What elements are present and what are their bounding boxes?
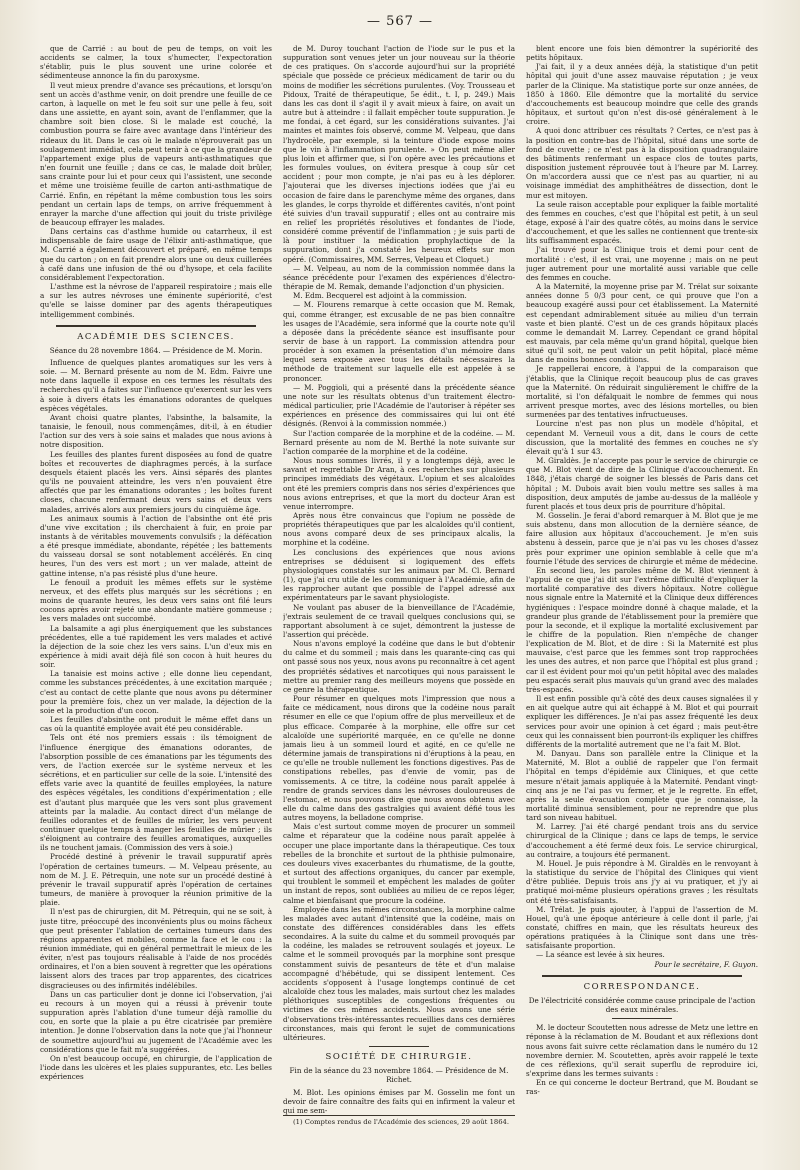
paragraph: Les animaux soumis à l'action de l'absinthe ont été pris d'une vive excitation ; ils cherchaient à fuir, en proie par instants à de véritables mouvements convulsifs ; la défécation a été presque immédiate, abondante, répétée ; les battements du vaisseau dorsal se sont notablement accélérés. En cinq heures, l'un des vers est mort ; un ver malade, atteint de gattine intense, n'a pas résisté plus d'une heure. xyxy=(40,513,272,578)
paragraph: — La séance est levée à six heures. xyxy=(536,950,665,960)
section-heading-chirurgie: SOCIÉTÉ DE CHIRURGIE. xyxy=(325,1052,473,1063)
paragraph: M. Houel. Je puis répondre à M. Giraldès en le renvoyant à la statistique du service de l'hôpital des Cliniques qui vient d'être publiée. Depuis trois ans j'y ai vu pratiquer, et j'y ai pratiqué moi-même plusieurs opérations graves ; les résultats ont été très-satisfaisants. xyxy=(526,858,758,905)
paragraph: L'asthme est la névrose de l'appareil respiratoire ; mais elle a sur les autres névroses une éminente supériorité, c'est qu'elle se laisse dominer par des agents thérapeutiques intelligemment combinés. xyxy=(40,282,272,319)
paragraph: blent encore une fois bien démontrer la supériorité des petits hôpitaux. xyxy=(526,44,758,63)
page-number: — 567 — xyxy=(366,14,434,29)
paragraph: M. Trélat. Je puis ajouter, à l'appui de l'assertion de M. Houel, qu'à une époque antérieure à celle dont il parle, j'ai constaté, chiffres en main, que les résultats heureux des opérations pratiquées à la Clinique sont dans une très-satisfaisante proportion. xyxy=(526,904,758,951)
paragraph: que de Carrié : au bout de peu de temps, on voit les accidents se calmer, la toux s'humecter, l'expectoration s'établir, puis le plus souvent une urine colorée et sédimenteuse annonce la fin du paroxysme. xyxy=(40,44,272,81)
paragraph: Il est enfin possible qu'à côté des deux causes signalées il y en ait quelque autre qui ait échappé à M. Blot et qui pourrait expliquer les différences. Je n'ai pas assez fréquenté les deux services pour avoir une opinion à cet égard ; mais peut-être ceux qui les connaissent bien pourront-ils expliquer les chiffres différents de la mortalité autrement que ne l'a fait M. Blot. xyxy=(526,694,758,749)
session-line: Séance du 28 novembre 1864. — Présidence de M. Morin. xyxy=(49,345,263,355)
paragraph: Nous n'avons employé la codéine que dans le but d'obtenir du calme et du sommeil ; mais dans les quarante-cinq cas qui ont passé sous nos yeux, nous avons pu reconnaître à cet agent des propriétés sédatives et narcotiques qui nous paraissent le mettre au premier rang des meilleurs moyens que possède en ce genre la thérapeutique. xyxy=(283,639,515,694)
paragraph: A la Maternité, la moyenne prise par M. Trélat sur soixante années donne 5 0/3 pour cent, ce qui prouve que l'on a beaucoup exagéré aussi pour cet établissement. La Maternité est cependant admirablement située au milieu d'un terrain vaste et bien planté. C'est un de ces grands hôpitaux placés comme le demandait M. Larrey. Cependant ce grand hôpital est mauvais, par cela même qu'un grand hôpital, quelque bien situé qu'il soit, ne peut valoir un petit hôpital, placé même dans de moins bonnes conditions. xyxy=(526,282,758,365)
paragraph: M. Danyau. Dans son parallèle entre la Clinique et la Maternité, M. Blot a oublié de rappeler que l'on fermait l'hôpital en temps d'épidémie aux Cliniques, et que cette mesure n'était jamais appliquée à la Maternité. Pendant vingt-cinq ans je ne l'ai pas vu fermer, et je le regrette. En effet, après la seule évacuation complète que je connaisse, la mortalité diminua sensiblement, pour ne reprendre que plus tard son niveau habituel. xyxy=(526,749,758,823)
section-divider xyxy=(56,325,256,327)
paragraph: Procédé destiné à prévenir le travail suppuratif après l'opération de certaines tumeurs. — M. Velpeau présente, au nom de M. J. E. Pétrequin, une note sur un procédé destiné à prévenir le travail suppuratif après l'opération de certaines tumeurs, de manière à provoquer la réunion primitive de la plaie. xyxy=(40,852,272,908)
paragraph: J'ai trouvé pour la Clinique trois et demi pour cent de mortalité : c'est, il est vrai, une moyenne ; mais on ne peut juger autrement pour une mortalité aussi variable que celle des femmes en couche. xyxy=(526,245,758,282)
paragraph: Le fenouil a produit les mêmes effets sur le système nerveux, et des effets plus marqués sur les sécrétions ; en moins de quarante heures, les deux vers sains ont filé leurs cocons après avoir rejeté une abondante matière gommeuse ; les vers malades ont succombé. xyxy=(40,577,272,624)
paragraph: On n'est beaucoup occupé, en chirurgie, de l'application de l'iode dans les ulcères et les plaies suppurantes, etc. Les belles expériences xyxy=(40,1053,272,1082)
paragraph: Sur l'action comparée de la morphine et de la codéine. — M. Bernard présente au nom de M. Berthé la note suivante sur l'action comparée de la morphine et de la codéine. xyxy=(283,428,515,456)
paragraph: Nous nous sommes livrés, il y a longtemps déjà, avec le savant et regrettable Dr Aran, à ces recherches sur plusieurs principes immédiats des végétaux. L'opium et ses alcaloïdes ont été les premiers compris dans nos séries d'expériences que nous avions entreprises, et que la mort du docteur Aran est venue interrompre. xyxy=(283,456,515,511)
section-subtitle: De l'électricité considérée comme cause principale de l'action des eaux minérales. xyxy=(528,995,756,1015)
footnote: (1) Comptes rendus de l'Académie des sciences, 29 août 1864. xyxy=(283,1115,515,1127)
paragraph: Les feuilles d'absinthe ont produit le même effet dans un cas où la quantité employée avait été peu considérable. xyxy=(40,715,272,734)
paragraph: Mais c'est surtout comme moyen de procurer un sommeil calme et réparateur que la codéine nous paraît appelée à occuper une place importante dans la thérapeutique. Ces toux rebelles de la bronchite et surtout de la phthisie pulmonaire, ces douleurs vives exacerbantes du rhumatisme, de la goutte, et surtout des affections organiques, du cancer par exemple, qui troublent le sommeil et empêchent les malades de goûter un instant de repos, sont oubliées au milieu de ce repos léger, calme et bienfaisant que procure la codéine. xyxy=(283,822,515,905)
section-divider xyxy=(369,1046,429,1047)
paragraph: M. Giraldès. Je n'accepte pas pour le service de chirurgie ce que M. Blot vient de dire de la Clinique d'accouchement. En 1848, j'étais chargé de soigner les blessés de Paris dans cet hôpital ; M. Dubois avait bien voulu mettre ses salles à ma disposition, deux amputés de jambe au-dessus de la malléole y furent placés et tous deux pris de pourriture d'hôpital. xyxy=(526,456,758,511)
paragraph: J'ai fait, il y a deux années déjà, la statistique d'un petit hôpital qui jouit d'une assez mauvaise réputation ; je veux parler de la Clinique. Ma statistique porte sur onze années, de 1850 à 1860. Elle démontre que la mortalité du service d'accouchements est beaucoup moindre que celle des grands hôpitaux, et surtout qu'on n'est dis-osé généralement à le croire. xyxy=(526,62,758,127)
section-heading-correspondance: CORRESPONDANCE. xyxy=(583,981,701,992)
paragraph: En second lieu, les paroles même de M. Blot viennent à l'appui de ce que j'ai dit sur l'extrême difficulté d'expliquer la mortalité comparative des divers hôpitaux. Notre collègue nous signale entre la Maternité et la Clinique deux différences hygiéniques : l'espace moindre donné à chaque malade, et la grandeur plus grande de l'établissement pour la première que pour la seconde, et il explique la mortalité exclusivement par le chiffre de la population. Rien n'empêche de changer l'explication de M. Blot, et de dire : Si la Maternité est plus mauvaise, c'est parce que les femmes sont trop rapprochées les unes des autres, et non parce que l'hôpital est plus grand ; car il est évident pour moi qu'un petit hôpital avec des malades peu espacés serait plus mauvais qu'un grand avec des malades très-espacés. xyxy=(526,565,758,694)
paragraph: Les conclusions des expériences que nous avions entreprises se déduisent si logiquement des effets physiologiques constatés sur les animaux par M. Cl. Bernard (1), que j'ai cru utile de les communiquer à l'Académie, afin de les rapprocher autant que possible de l'appel adressé aux expérimentateurs par le savant physiologiste. xyxy=(283,547,515,603)
section-divider xyxy=(612,1018,672,1019)
paragraph: de M. Duroy touchant l'action de l'iode sur le pus et la suppuration sont venues jeter un jour nouveau sur la théorie de ces pratiques. On s'accorde aujourd'hui sur la propriété spéciale que possède ce précieux médicament de tarir ou du moins de modifier les sécrétions purulentes. (Voy. Trousseau et Pidoux, Traité de thérapeutique, 5e édit., t. I, p. 249.) Mais dans les cas dont il s'agit il y avait mieux à faire, on avait un autre but à atteindre : il fallait empêcher toute suppuration. Je me fondai, à cet égard, sur les considérations suivantes. J'ai maintes et maintes fois observé, comme M. Velpeau, que dans l'hydrocèle, par exemple, si la teinture d'iode expose moins que le vin à l'inflammation purulente. » On peut même aller plus loin et affirmer que, si l'on opère avec les précautions et les formules voulues, on évitera presque à coup sûr cet accident ; pour mon compte, je n'ai pas eu à les déplorer. J'ajouterai que les diverses injections iodées que j'ai eu occasion de faire dans le parenchyme même des organes, dans les glandes, le corps thyroïde et différentes cavités, n'ont point été suivies d'un travail suppuratif ; elles ont au contraire mis en relief les propriétés résolutives et fondantes de l'iode, considéré comme préventif de l'inflammation ; je suis parti de là pour instituer la médication prophylactique de la suppuration, dont j'a constaté les heureux effets sur mon opéré. (Commissaires, MM. Serres, Velpeau et Cloquet.) xyxy=(283,44,515,264)
column-3 xyxy=(526,44,758,1154)
paragraph: M. le docteur Scoutetten nous adresse de Metz une lettre en réponse à la réclamation de M. Boudant et aux réflexions dont nous avons fait suivre cette réclamation dans le numéro du 12 novembre dernier. M. Scoutetten, après avoir rappelé le texte de ces réflexions, qu'il serait superflu de reproduire ici, s'exprime dans les termes suivants : xyxy=(526,1023,758,1079)
paragraph: Avant choisi quatre plantes, l'absinthe, la balsamite, la tanaisie, le fenouil, nous commençâmes, dit-il, à en étudier l'action sur des vers à soie sains et malades que nous avions à notre disposition. xyxy=(40,412,272,450)
paragraph: La tanaisie est moins active ; elle donne lieu cependant, comme les substances précédentes, à une excitation marquée ; c'est au contact de cette plante que nous avons pu déterminer pour la première fois, chez un ver malade, la déjection de la soie et la production d'un cocon. xyxy=(40,669,272,715)
paragraph: Lourcine n'est pas non plus un modèle d'hôpital, et cependant M. Verneuil vous a dit, dans le cours de cette discussion, que la mortalité des femmes en couches ne s'y élevait qu'à 1 sur 43. xyxy=(526,419,758,456)
paragraph: Dans un cas particulier dont je donne ici l'observation, j'ai eu recours à un moyen qui a réussi à prévenir toute suppuration après l'ablation d'une tumeur déjà ramollie du cou, en sorte que la plaie a pu être cicatrisée par première intention. Je donne l'observation dans la note que j'ai l'honneur de soumettre aujourd'hui au jugement de l'Académie avec les considérations que le fait m'a suggérées. xyxy=(40,989,272,1054)
paragraph: M. Gosselin. Je ferai d'abord remarquer à M. Blot que je me suis abstenu, dans mon allocution de la dernière séance, de faire allusion aux hôpitaux d'accouchement. Je m'en suis abstenu à dessein, parce que je n'ai pas vu les choses d'assez près pour exprimer une opinion semblable à celle que m'a fournie l'étude des services de chirurgie et même de médecine. xyxy=(526,510,758,566)
paragraph: Tels ont été nos premiers essais : ils témoignent de l'influence énergique des émanations odorantes, de l'absorption possible de ces émanations par les téguments des vers, de l'action exercée sur le système nerveux et les sécrétions, et en particulier sur celle de la soie. L'intensité des effets varie avec la quantité de feuilles employées, la nature des espèces végétales, les conditions d'expérimentation ; elle est d'autant plus marquée que les vers sont plus gravement atteints par la maladie. Au contact direct d'un mélange de feuilles odorantes et de feuilles de mûrier, les vers peuvent continuer quelque temps à manger les feuilles de mûrier ; ils s'éloignent au contraire des feuilles aromatiques, auxquelles ils ne touchent jamais. (Commission des vers à soie.) xyxy=(40,733,272,853)
paragraph: En ce qui concerne le docteur Bertrand, que M. Boudant se ras- xyxy=(526,1078,758,1097)
session-line: Fin de la séance du 23 novembre 1864. — Présidence de M. Richet. xyxy=(289,1066,509,1085)
column-1 xyxy=(40,44,272,1154)
column-2 xyxy=(283,44,515,1154)
paragraph: Les feuilles des plantes furent disposées au fond de quatre boîtes et recouvertes de diaphragmes percés, à la surface desquels étaient placés les vers. Ainsi séparés des plantes qu'ils ne pouvaient atteindre, les vers n'en pouvaient être affectés que par les émanations odorantes ; les boîtes furent closes, chacune renfermant deux vers sains et deux vers malades, arrivés alors aux premiers jours du cinquième âge. xyxy=(40,449,272,514)
paragraph: Pour résumer en quelques mots l'impression que nous a faite ce médicament, nous dirons que la codéine nous paraît résumer en elle ce que l'opium offre de plus merveilleux et de plus efficace. Comparée à la morphine, elle offre sur cet alcaloïde une supériorité marquée, en ce qu'elle ne donne jamais lieu à un sommeil lourd et agité, en ce qu'elle ne détermine jamais de transpirations ni d'éruptions à la peau, en ce qu'elle ne trouble nullement les fonctions digestives. Pas de constipations rebelles, pas d'envie de vomir, pas de vomissements. A ce titre, la codéine nous paraît appelée à rendre de grands services dans les névroses douloureuses de l'estomac, et nous pouvons dire que nous avons obtenu avec elle du calme dans des gastralgies qui avaient défié tous les autres moyens, la belladone comprise. xyxy=(283,694,515,823)
paragraph: — M. Poggioli, qui a présenté dans la précédente séance une note sur les résultats obtenus d'un traitement électro-médical particulier, prie l'Académie de l'autoriser à répéter ses expériences en présence des commissaires qui lui ont été désignés. (Renvoi à la commission nommée.) xyxy=(283,382,515,429)
paragraph: — M. Flourens remarque à cette occasion que M. Remak, qui, comme étranger, est excusable de ne pas bien connaître les usages de l'Académie, sera informé que la courte note qu'il a déposée dans la précédente séance est insuffisante pour servir de base à un rapport. La commission attendra pour procéder à son examen la présentation d'un mémoire dans lequel sera exposée avec tous les détails nécessaires la méthode de traitement sur laquelle elle est appelée à se prononcer. xyxy=(283,300,515,383)
paragraph: Après nous être convaincus que l'opium ne possède de propriétés thérapeutiques que par les alcaloïdes qu'il contient, nous avons comparé deux de ses principaux alcalis, la morphine et la codéine. xyxy=(283,510,515,548)
paragraph: Il n'est pas de chirurgien, dit M. Pétrequin, qui ne se soit, à juste titre, préoccupé des inconvénients plus ou moins fâcheux que peut présenter l'ablation de certaines tumeurs dans des régions apparentes et mobiles, comme la face et le cou : la réunion immédiate, qui en général permettrait le mieux de les éviter, n'est pas toujours réalisable à l'aide de nos procédés ordinaires, et l'on a bien souvent à regretter que les opérations laissent alors des traces par trop apparentes, des cicatrices disgracieuses ou des infirmités indélébiles. xyxy=(40,907,272,990)
section-heading-academie: ACADÉMIE DES SCIENCES. xyxy=(77,331,235,342)
paragraph: Je rappellerai encore, à l'appui de la comparaison que j'établis, que la Clinique reçoit beaucoup plus de cas graves que la Maternité. On réduirait singulièrement le chiffre de la mortalité, si l'on défalquait le nombre de femmes qui nous arrivent presque mortes, avec des lésions mortelles, ou bien surmenées par des tentatives infructueuses. xyxy=(526,364,758,420)
paragraph: M. Edm. Becquerel est adjoint à la commission. xyxy=(293,291,467,301)
paragraph: Dans certains cas d'asthme humide ou catarrheux, il est indispensable de faire usage de l'élixir anti-asthmatique, que M. Carrié a également découvert et préparé, en même temps que du carton ; on en fait prendre alors une ou deux cuillerées à café dans une infusion de thé ou d'hysope, et cela facilite considérablement l'expectoration. xyxy=(40,227,272,282)
paragraph: La balsamite a agi plus énergiquement que les substances précédentes, elle a tué rapidement les vers malades et activé la déjection de la soie chez les vers sains. L'un d'eux mis en expérience à midi avait déjà filé son cocon à huit heures du soir. xyxy=(40,623,272,670)
paragraph: La seule raison acceptable pour expliquer la faible mortalité des femmes en couches, c'est que l'hôpital est petit, à un seul étage, exposé à l'air des quatre côtés, au moins dans le service d'accouchement, et que les salles ne contiennent que trente-six lits suffisamment espacés. xyxy=(526,199,758,246)
paragraph: Ne voulant pas abuser de la bienveillance de l'Académie, j'extrais seulement de ce travail quelques conclusions qui, se rapportant absolument à ce sujet, démontrent la justesse de l'assertion qui précède. xyxy=(283,602,515,639)
paragraph: M. Blot. Les opinions émises par M. Gosselin me font un devoir de faire connaître des faits qui en infirment la valeur et qui me sem- xyxy=(283,1087,515,1115)
section-divider xyxy=(542,975,742,977)
paragraph: Employée dans les mêmes circonstances, la morphine calme les malades avec autant d'intensité que la codéine, mais on constate des différences considérables dans les effets secondaires. A la suite du calme et du sommeil provoqués par la codéine, les malades se retrouvent soulagés et joyeux. Le calme et le sommeil provoqués par la morphine sont presque constamment suivis de pesanteurs de tête et d'un malaise accompagné d'hébétude, qui se dissipent lentement. Ces accidents s'opposent à l'usage longtemps continué de cet alcaloïde chez tous les malades, mais surtout chez les malades pléthoriques susceptibles de congestions fréquentes ou victimes de ces mêmes accidents. Nous avons une série d'observations très-intéressantes recueillies dans ces dernières circonstances, mais qui feront le sujet de communications ultérieures. xyxy=(283,904,515,1042)
paragraph: M. Larrey. J'ai été chargé pendant trois ans du service chirurgical de la Clinique ; dans ce laps de temps, le service d'accouchement a été fermé deux fois. Le service chirurgical, au contraire, a toujours été permanent. xyxy=(526,822,758,859)
signature: Pour le secrétaire, F. Guyon. xyxy=(654,959,758,969)
paragraph: A quoi donc attribuer ces résultats ? Certes, ce n'est pas à la position en contre-bas de l'hôpital, situé dans une sorte de fond de cuvette ; ce n'est pas à la disposition quadrangulaire des bâtiments renfermant un espace clos de toutes parts, disposition justement réprouvée tout à l'heure par M. Larrey. On m'accordera aussi que ce n'est pas au quartier, ni au voisinage immédiat des amphithéâtres de dissection, dont le mur est mitoyen. xyxy=(526,126,758,200)
paragraph: Influence de quelques plantes aromatiques sur les vers à soie. — M. Bernard présente au nom de M. Edm. Faivre une note dans laquelle il expose en ces termes les résultats des recherches qu'il a faites sur l'influence qu'exercent sur les vers à soie à divers états les émanations odorantes de quelques espèces végétales. xyxy=(40,358,272,413)
paragraph: — M. Velpeau, au nom de la commission nommée dans la séance précédente pour l'examen des expériences d'électro-thérapie de M. Remak, demande l'adjonction d'un physicien. xyxy=(283,263,515,292)
paragraph: Il veut mieux prendre d'avance ses précautions, et lorsqu'on sent un accès d'asthme venir, on doit prendre une feuille de ce carton, à laquelle on met le feu soit sur une pelle à feu, soit dans une assiette, en ayant soin, avant de l'enflammer, que la chambre soit bien close. Si le malade est couché, la combustion pourra se faire avec avantage dans l'intérieur des rideaux du lit. Dans le cas où le malade n'éprouverait pas un soulagement immédiat, cela peut tenir à ce que la grandeur de l'appartement exige plus de vapeurs anti-asthmatiques que n'en fournit une feuille ; dans ce cas, le malade doit brûler, sans crainte pour lui et pour ceux qui l'assistent, une seconde et même une troisième feuille de carton anti-asthmatique de Carrié. Enfin, en répétant la même combustion tous les soirs pendant un certain laps de temps, on arrive fréquemment à enrayer la marche d'une affection qui jouit du triste privilège de beaucoup effrayer les malades. xyxy=(40,80,272,227)
